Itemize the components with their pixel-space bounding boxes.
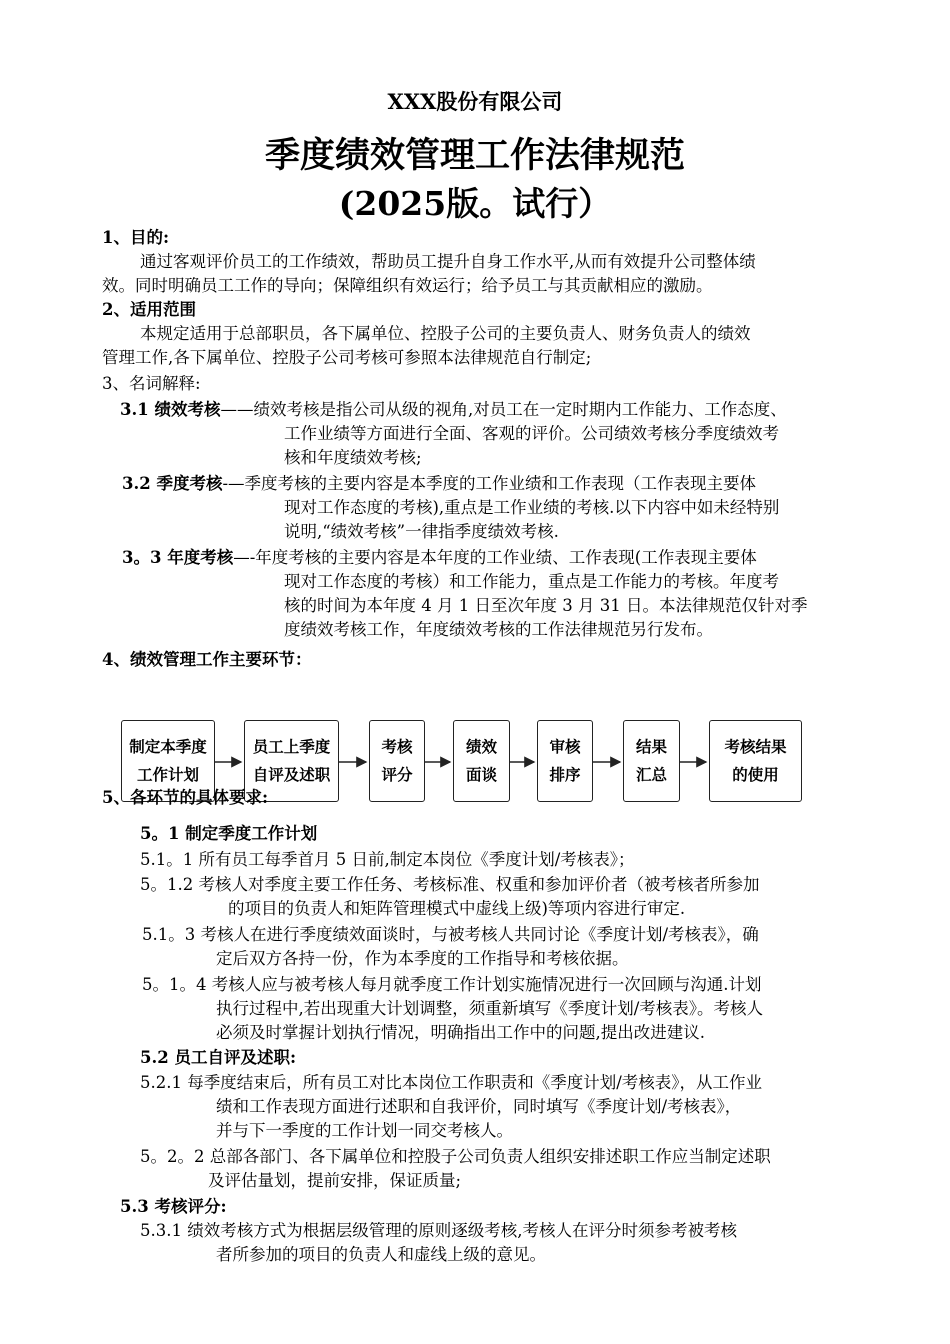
- section-1-line: 效。同时明确员工工作的导向；保障组织有效运行；给予员工与其贡献相应的激励。: [102, 276, 713, 295]
- term-3-3: [122, 546, 757, 570]
- term-3-1-text: 绩效考核是指公司从级的视角,对员工在一定时期内工作能力、工作态度、: [253, 400, 787, 419]
- flow-step-label: 审核: [549, 738, 581, 756]
- item-5-2-1-cont: 绩和工作表现方面进行述职和自我评价，同时填写《季度计划/考核表》，: [216, 1097, 742, 1116]
- item-5-1-3-cont: 定后双方各持一份，作为本季度的工作指导和考核依据。: [216, 949, 629, 968]
- term-3-2-name: 3.2 季度考核: [122, 474, 223, 493]
- section-1-line: 通过客观评价员工的工作绩效，帮助员工提升自身工作水平,从而有效提升公司整体绩: [140, 252, 756, 271]
- flow-step-summary: [623, 720, 680, 802]
- term-3-3-name: 3。3 年度考核: [122, 548, 234, 567]
- flow-step-label: 考核: [381, 738, 413, 756]
- term-3-2-line: 现对工作态度的考核),重点是工作业绩的考核.以下内容中如未经特别: [284, 498, 780, 517]
- section-2-line: 管理工作,各下属单位、控股子公司考核可参照本法律规范自行制定;: [102, 348, 592, 367]
- section-1-heading: 1、目的:: [102, 228, 170, 247]
- section-2-heading: 2、适用范围: [102, 300, 196, 319]
- term-3-1: [120, 398, 787, 422]
- item-5-1-4-cont: 必须及时掌握计划执行情况，明确指出工作中的问题,提出改进建议.: [216, 1023, 705, 1042]
- flow-step-label: 排序: [549, 766, 581, 784]
- term-3-2: [122, 472, 756, 496]
- item-5-2-2: 5。2。2 总部各部门、各下属单位和控股子公司负责人组织安排述职工作应当制定述职: [140, 1147, 771, 1166]
- term-dash: —-: [233, 548, 256, 567]
- term-3-2-line: 说明,“绩效考核”一律指季度绩效考核.: [284, 522, 559, 541]
- document-subtitle: (2025版。试行）: [338, 184, 612, 223]
- term-3-1-line: 工作业绩等方面进行全面、客观的评价。公司绩效考核分季度绩效考: [284, 424, 779, 443]
- term-3-3-text: 年度考核的主要内容是本年度的工作业绩、工作表现(工作表现主要体: [255, 548, 757, 567]
- section-5-heading: 5、各环节的具体要求:: [102, 788, 269, 807]
- item-5-2-1-cont: 并与下一季度的工作计划一同交考核人。: [216, 1121, 513, 1140]
- section-5-heading-clipped: [102, 788, 402, 808]
- flow-step-interview: [453, 720, 510, 802]
- term-3-3-line: 核的时间为本年度 4 月 1 日至次年度 3 月 31 日。本法律规范仅针对季: [284, 596, 808, 615]
- item-5-1-2-cont: 的项目的负责人和矩阵管理模式中虚线上级)等项内容进行审定.: [228, 899, 686, 918]
- flow-step-label: 员工上季度: [252, 738, 331, 756]
- section-4-heading: 4、绩效管理工作主要环节：: [102, 650, 312, 669]
- flow-step-label: 制定本季度: [129, 738, 207, 756]
- flow-step-label: 面谈: [465, 766, 497, 784]
- flow-step-review-rank: [537, 720, 593, 802]
- term-3-3-line: 度绩效考核工作，年度绩效考核的工作法律规范另行发布。: [284, 620, 713, 639]
- flow-step-scoring: [369, 720, 425, 802]
- term-dash: ——: [220, 400, 254, 419]
- flow-step-result-use: [709, 720, 802, 802]
- flow-step-label: 评分: [381, 766, 413, 784]
- term-3-1-name: 3.1 绩效考核: [120, 400, 221, 419]
- company-name: XXX股份有限公司: [387, 89, 563, 114]
- flow-step-label: 自评及述职: [252, 766, 331, 784]
- flow-step-label: 结果: [635, 738, 667, 756]
- item-5-1-4-cont: 执行过程中,若出现重大计划调整，须重新填写《季度计划/考核表》。考核人: [216, 999, 764, 1018]
- item-5-1-1: 5.1。1 所有员工每季首月 5 日前,制定本岗位《季度计划/考核表》；: [140, 850, 635, 869]
- term-3-2-text: 季度考核的主要内容是本季度的工作业绩和工作表现（工作表现主要体: [244, 474, 757, 493]
- item-5-1-3: 5.1。3 考核人在进行季度绩效面谈时，与被考核人共同讨论《季度计划/考核表》，确: [142, 925, 759, 944]
- flow-step-label: 汇总: [635, 766, 667, 784]
- section-3-heading: 3、名词解释:: [102, 374, 201, 393]
- item-5-1-2: 5。1.2 考核人对季度主要工作任务、考核标准、权重和参加评价者（被考核者所参加: [140, 875, 760, 894]
- term-dash: -—: [222, 474, 245, 493]
- item-5-3-1-cont: 者所参加的项目的负责人和虚线上级的意见。: [216, 1245, 546, 1264]
- item-5-3-1: 5.3.1 绩效考核方式为根据层级管理的原则逐级考核,考核人在评分时须参考被考核: [140, 1221, 737, 1240]
- flow-step-label: 考核结果: [724, 738, 787, 756]
- item-5-2-2-cont: 及评估量划，提前安排，保证质量;: [208, 1171, 462, 1190]
- item-5-1-4: 5。1。4 考核人应与被考核人每月就季度工作计划实施情况进行一次回顾与沟通.计划: [142, 975, 762, 994]
- flow-step-label: 的使用: [732, 766, 779, 784]
- term-3-3-line: 现对工作态度的考核）和工作能力，重点是工作能力的考核。年度考: [284, 572, 779, 591]
- subsection-5-3-heading: 5.3 考核评分:: [120, 1197, 227, 1216]
- subsection-5-1-heading: 5。1 制定季度工作计划: [140, 824, 318, 843]
- flow-step-label: 绩效: [465, 738, 497, 756]
- document-title: 季度绩效管理工作法律规范: [264, 135, 685, 176]
- item-5-2-1: 5.2.1 每季度结束后，所有员工对比本岗位工作职责和《季度计划/考核表》，从工作业: [140, 1073, 763, 1092]
- subsection-5-2-heading: 5.2 员工自评及述职:: [140, 1048, 297, 1067]
- section-2-line: 本规定适用于总部职员，各下属单位、控股子公司的主要负责人、财务负责人的绩效: [140, 324, 751, 343]
- term-3-1-line: 核和年度绩效考核;: [284, 448, 422, 467]
- flow-step-label: 工作计划: [136, 766, 199, 784]
